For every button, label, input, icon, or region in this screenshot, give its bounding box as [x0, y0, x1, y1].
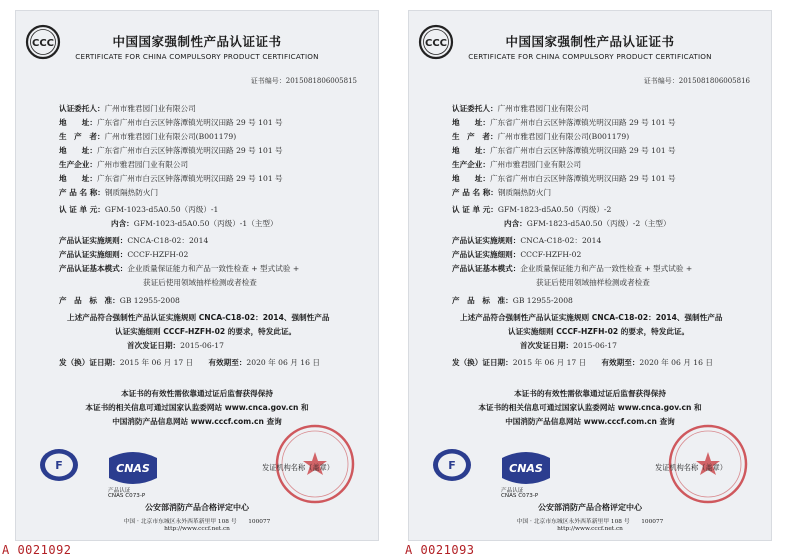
certificate-title-cn: 中国国家强制性产品认证证书 — [505, 34, 675, 49]
manufacturer-row: 生 产 者：广州市雅君园门业有限公司(B001179) — [452, 132, 630, 141]
organization-address: 中国 · 北京市东城区永外西革新里甲 108 号 100077 — [516, 519, 664, 525]
issuing-organization: 公安部消防产品合格评定中心 — [145, 503, 249, 512]
conformity-line-1: 上述产品符合强制性产品认证实施规则 CNCA-C18-02：2014、强制性产品 — [460, 313, 723, 322]
svg-text:CNAS: CNAS — [509, 462, 543, 475]
detail-row: 产品认证实施细则：CCCF-HZFH-02 — [452, 250, 582, 259]
factory-address-row: 地 址：广东省广州市白云区钟落潭镇光明汉田路 29 号 101 号 — [452, 174, 676, 183]
issuing-organization: 公安部消防产品合格评定中心 — [538, 503, 642, 512]
first-issue-row: 首次发证日期：2015-06-17 — [520, 341, 617, 350]
cnas-code: CNAS C073-P — [501, 493, 539, 499]
cnas-caption: 产品认证 — [501, 488, 524, 494]
notice-line-2: 本证书的相关信息可通过国家认监委网站 www.cnca.gov.cn 和 — [478, 403, 702, 412]
serial-number-right: A 0021093 — [405, 543, 475, 557]
svg-text:F: F — [55, 459, 63, 472]
rule-row: 产品认证实施规则：CNCA-C18-02：2014 — [452, 236, 602, 245]
client-value: 广州市雅君园门业有限公司 — [104, 104, 196, 113]
svg-text:CCC: CCC — [424, 38, 448, 49]
conformity-line-1: 上述产品符合强制性产品认证实施规则 CNCA-C18-02：2014、强制性产品 — [67, 313, 330, 322]
ccc-f-logo-icon — [39, 448, 79, 482]
contains-row: 内含：GFM-1023-d5A0.50（丙级）-1（主型） — [111, 219, 278, 228]
mode-row: 产品认证基本模式：企业质量保证能力和产品一致性检查 + 型式试验 + — [452, 264, 693, 273]
rule-row: 产品认证实施规则：CNCA-C18-02：2014 — [59, 236, 209, 245]
mode-row: 产品认证基本模式：企业质量保证能力和产品一致性检查 + 型式试验 + — [59, 264, 300, 273]
notice-line-2: 本证书的相关信息可通过国家认监委网站 www.cnca.gov.cn 和 — [85, 403, 309, 412]
certificate-number: 证书编号：2015081806005816 — [643, 77, 750, 85]
issue-date-row: 发（换）证日期：2015 年 06 月 17 日 有效期至：2020 年 06 月 16 日 — [59, 358, 320, 367]
ccc-f-logo-icon — [432, 448, 472, 482]
certificate-number: 证书编号：2015081806005815 — [250, 77, 357, 85]
first-issue-row: 首次发证日期：2015-06-17 — [127, 341, 224, 350]
client-address-row: 地 址：广东省广州市白云区钟落潭镇光明汉田路 29 号 101 号 — [59, 118, 283, 127]
notice-line-3: 中国消防产品信息网站 www.cccf.com.cn 查询 — [505, 417, 675, 426]
organization-website: http://www.cccf.net.cn — [164, 526, 230, 532]
detail-row: 产品认证实施细则：CCCF-HZFH-02 — [59, 250, 189, 259]
cnas-code: CNAS C073-P — [108, 493, 146, 499]
conformity-line-2: 认证实施细则 CCCF-HZFH-02 的要求，特发此证。 — [508, 327, 690, 336]
issue-date-row: 发（换）证日期：2015 年 06 月 17 日 有效期至：2020 年 06 月 16 日 — [452, 358, 713, 367]
certificate-title-en: CERTIFICATE FOR CHINA COMPULSORY PRODUCT CERTIFICATION — [468, 52, 712, 61]
svg-text:F: F — [448, 459, 456, 472]
organization-website: http://www.cccf.net.cn — [557, 526, 623, 532]
client-row: 认证委托人：广州市雅君园门业有限公司 — [452, 104, 589, 113]
client-address-row: 地 址：广东省广州市白云区钟落潭镇光明汉田路 29 号 101 号 — [452, 118, 676, 127]
conformity-line-2: 认证实施细则 CCCF-HZFH-02 的要求，特发此证。 — [115, 327, 297, 336]
certificate-title-cn: 中国国家强制性产品认证证书 — [112, 34, 282, 49]
factory-row: 生产企业：广州市雅君园门业有限公司 — [59, 160, 189, 169]
contains-row: 内含：GFM-1823-d5A0.50（丙级）-2（主型） — [504, 219, 671, 228]
certificate-right — [408, 10, 772, 541]
notice-line-1: 本证书的有效性需依靠通过证后监督获得保持 — [121, 389, 273, 398]
svg-text:CNAS: CNAS — [116, 462, 150, 475]
notice-line-1: 本证书的有效性需依靠通过证后监督获得保持 — [514, 389, 666, 398]
standard-row: 产 品 标 准：GB 12955-2008 — [59, 296, 180, 305]
client-value: 广州市雅君园门业有限公司 — [497, 104, 589, 113]
product-name-row: 产 品 名 称：钢质隔热防火门 — [59, 188, 159, 197]
certificate-left — [15, 10, 379, 541]
seal-caption: 发证机构名称（盖章） — [655, 463, 727, 472]
client-row: 认证委托人：广州市雅君园门业有限公司 — [59, 104, 196, 113]
manufacturer-address-row: 地 址：广东省广州市白云区钟落潭镇光明汉田路 29 号 101 号 — [452, 146, 676, 155]
factory-address-row: 地 址：广东省广州市白云区钟落潭镇光明汉田路 29 号 101 号 — [59, 174, 283, 183]
product-name-row: 产 品 名 称：钢质隔热防火门 — [452, 188, 552, 197]
organization-address: 中国 · 北京市东城区永外西革新里甲 108 号 100077 — [123, 519, 271, 525]
cert-unit-row: 认 证 单 元：GFM-1823-d5A0.50（丙级）-2 — [452, 205, 612, 214]
cert-unit-row: 认 证 单 元：GFM-1023-d5A0.50（丙级）-1 — [59, 205, 219, 214]
seal-caption: 发证机构名称（盖章） — [262, 463, 334, 472]
mode-row-2: 获证后使用领域抽样检测或者检查 — [143, 278, 257, 287]
mode-row-2: 获证后使用领域抽样检测或者检查 — [536, 278, 650, 287]
standard-row: 产 品 标 准：GB 12955-2008 — [452, 296, 573, 305]
cnas-caption: 产品认证 — [108, 488, 131, 494]
svg-text:CCC: CCC — [31, 38, 55, 49]
manufacturer-address-row: 地 址：广东省广州市白云区钟落潭镇光明汉田路 29 号 101 号 — [59, 146, 283, 155]
certificate-title-en: CERTIFICATE FOR CHINA COMPULSORY PRODUCT CERTIFICATION — [75, 52, 319, 61]
factory-row: 生产企业：广州市雅君园门业有限公司 — [452, 160, 582, 169]
manufacturer-row: 生 产 者：广州市雅君园门业有限公司(B001179) — [59, 132, 237, 141]
serial-number-left: A 0021092 — [2, 543, 72, 557]
notice-line-3: 中国消防产品信息网站 www.cccf.com.cn 查询 — [112, 417, 282, 426]
